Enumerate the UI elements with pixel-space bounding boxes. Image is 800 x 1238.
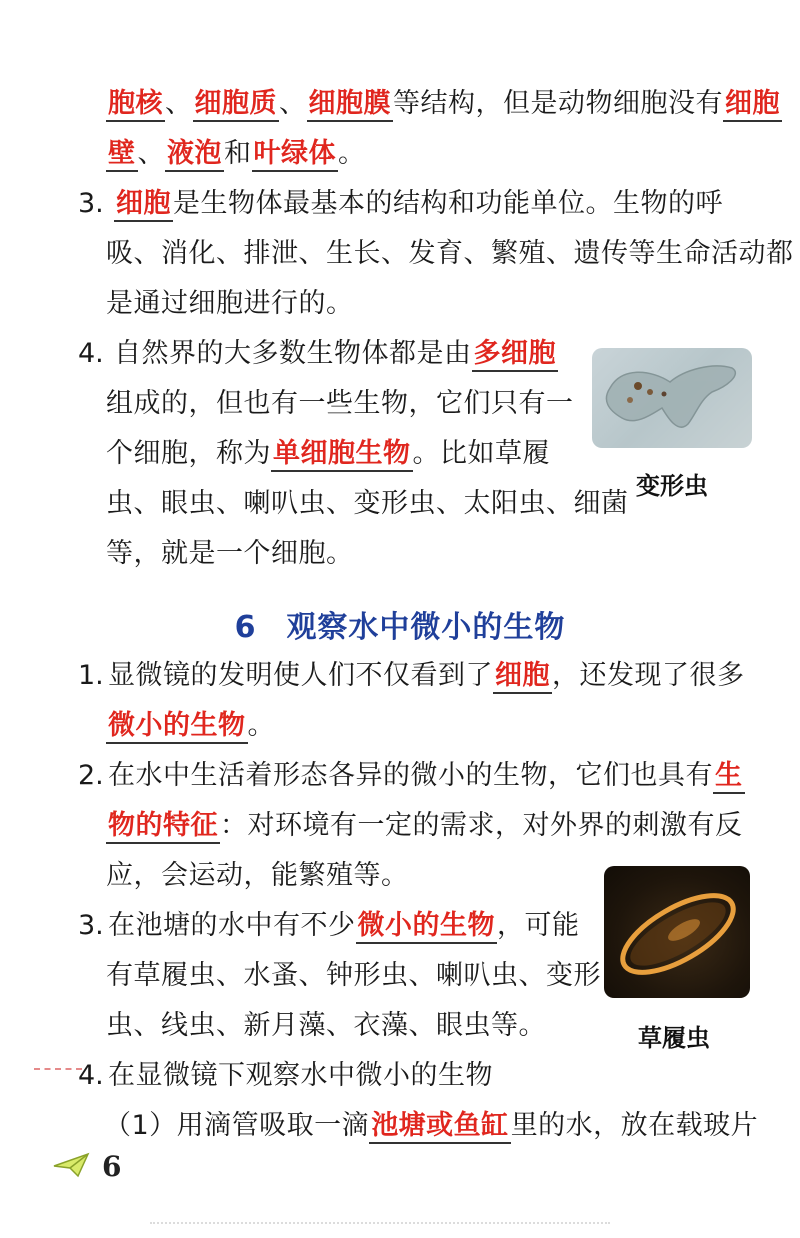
text-segment: 、 xyxy=(137,138,165,169)
answer-blank: 细胞 xyxy=(493,660,552,694)
text-line xyxy=(104,1108,758,1144)
text-segment: 、 xyxy=(165,88,193,119)
item-number: 2. xyxy=(78,760,104,791)
text-line xyxy=(114,186,723,222)
text-segment: 、 xyxy=(279,88,307,119)
text-line xyxy=(106,436,550,472)
paramecium-photo xyxy=(604,866,750,998)
item-number: 4. xyxy=(78,1060,104,1091)
text-segment: 。比如草履 xyxy=(412,438,550,469)
section-number: 6 xyxy=(234,610,257,645)
text-segment: 显微镜的发明使人们不仅看到了 xyxy=(108,660,493,691)
answer-blank: 物的特征 xyxy=(106,810,220,844)
answer-blank: 细胞 xyxy=(723,88,782,122)
margin-dashes xyxy=(34,1068,82,1072)
text-line: 虫、眼虫、喇叭虫、变形虫、太阳虫、细菌 xyxy=(106,488,629,519)
answer-blank: 细胞质 xyxy=(193,88,280,122)
bottom-divider xyxy=(150,1222,610,1228)
text-line xyxy=(108,658,745,694)
text-segment: ，可能 xyxy=(497,910,580,941)
answer-blank: 多细胞 xyxy=(472,338,559,372)
text-line xyxy=(114,336,558,372)
answer-blank: 液泡 xyxy=(165,138,224,172)
answer-blank: 胞核 xyxy=(106,88,165,122)
text-line xyxy=(106,708,275,744)
text-line: 组成的，但也有一些生物，它们只有一 xyxy=(106,388,574,419)
section-title: 观察水中微小的生物 xyxy=(286,610,566,645)
item-number: 1. xyxy=(78,660,104,691)
text-segment: 。 xyxy=(247,710,275,741)
text-line: 吸、消化、排泄、生长、发育、繁殖、遗传等生命活动都 xyxy=(106,238,794,269)
text-segment: 在池塘的水中有不少 xyxy=(108,910,356,941)
answer-blank: 叶绿体 xyxy=(252,138,339,172)
text-line: 有草履虫、水蚤、钟形虫、喇叭虫、变形 xyxy=(106,960,601,991)
answer-blank: 微小的生物 xyxy=(356,910,498,944)
text-segment: 等结构，但是动物细胞没有 xyxy=(393,88,723,119)
answer-blank: 细胞膜 xyxy=(307,88,394,122)
paramecium-caption: 草履虫 xyxy=(638,1024,710,1052)
text-segment: ，还发现了很多 xyxy=(552,660,745,691)
text-line: 应，会运动，能繁殖等。 xyxy=(106,860,409,891)
text-segment: 自然界的大多数生物体都是由 xyxy=(114,338,472,369)
text-segment: 和 xyxy=(224,138,252,169)
text-segment: ：对环境有一定的需求，对外界的刺激有反 xyxy=(220,810,743,841)
item-number: 3. xyxy=(78,910,104,941)
text-line xyxy=(106,86,782,122)
paper-plane-icon xyxy=(52,1150,92,1180)
text-segment: 是生物体最基本的结构和功能单位。生物的呼 xyxy=(173,188,723,219)
answer-blank: 池塘或鱼缸 xyxy=(369,1110,511,1144)
item-number: 4. xyxy=(78,338,104,369)
text-line xyxy=(108,758,745,794)
text-segment: 在水中生活着形态各异的微小的生物，它们也具有 xyxy=(108,760,713,791)
text-line: 等，就是一个细胞。 xyxy=(106,538,354,569)
text-line xyxy=(106,136,366,172)
section-heading xyxy=(0,602,800,646)
amoeba-photo xyxy=(592,348,752,448)
text-line xyxy=(108,908,580,944)
answer-blank: 壁 xyxy=(106,138,138,172)
paramecium-icon xyxy=(604,866,750,998)
page-number: 6 xyxy=(102,1150,122,1183)
text-line: 在显微镜下观察水中微小的生物 xyxy=(108,1060,493,1091)
text-segment: 。 xyxy=(338,138,366,169)
answer-blank: 生 xyxy=(713,760,745,794)
answer-blank: 单细胞生物 xyxy=(271,438,413,472)
item-number: 3. xyxy=(78,188,104,219)
answer-blank: 细胞 xyxy=(114,188,173,222)
text-segment: 个细胞，称为 xyxy=(106,438,271,469)
text-line xyxy=(106,808,743,844)
amoeba-caption: 变形虫 xyxy=(636,472,708,500)
text-segment: 里的水，放在载玻片 xyxy=(510,1110,759,1141)
amoeba-icon xyxy=(592,348,752,448)
answer-blank: 微小的生物 xyxy=(106,710,248,744)
text-line: 是通过细胞进行的。 xyxy=(106,288,354,319)
text-segment: （1）用滴管吸取一滴 xyxy=(104,1110,370,1141)
text-line: 虫、线虫、新月藻、衣藻、眼虫等。 xyxy=(106,1010,546,1041)
